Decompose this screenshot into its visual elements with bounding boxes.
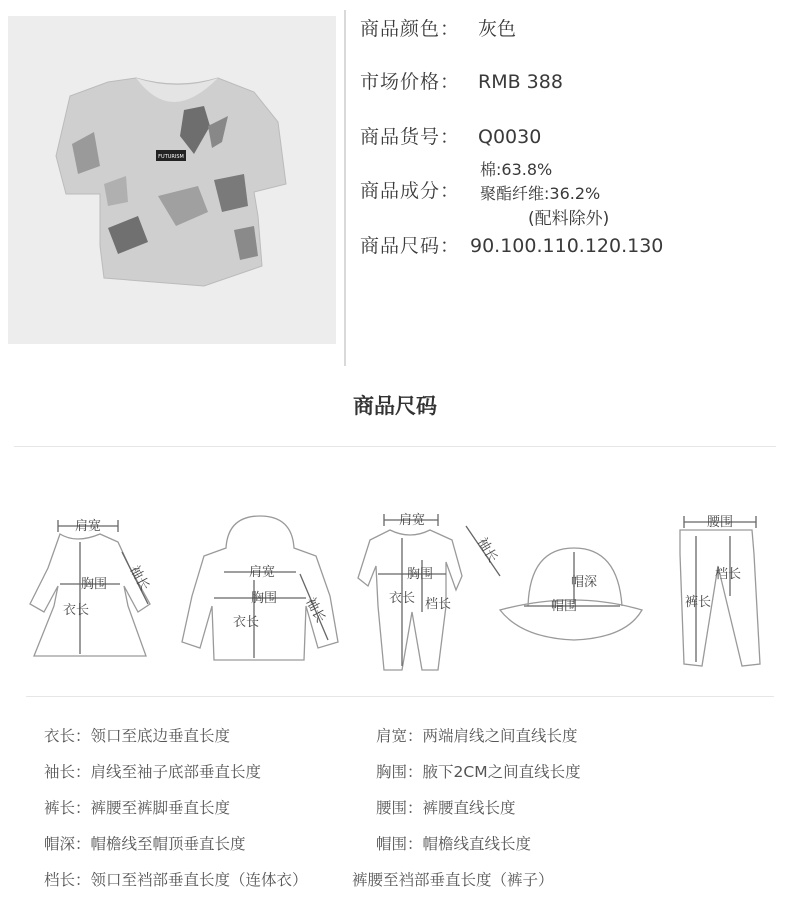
composition-cotton: 棉:63.8%: [480, 160, 553, 179]
definition-hat-depth: [44, 832, 246, 854]
composition-row: [360, 176, 478, 203]
pants-crotch-label: 档长: [714, 567, 742, 582]
dress-shoulder-label: 肩宽: [74, 519, 102, 534]
definition-desc: 肩线至袖子底部垂直长度: [90, 763, 262, 781]
hoodie-length-label: 衣长: [232, 615, 260, 630]
size-row: [360, 231, 663, 258]
definition-term: 胸围：: [376, 763, 423, 781]
pants-length-label: 裤长: [684, 595, 712, 610]
definition-desc: 领口至裆部垂直长度（连体衣）: [90, 871, 308, 889]
definition-sleeve: [44, 760, 261, 782]
price-label: 市场价格：: [360, 71, 461, 93]
romper-sleeve-label: 袖长: [474, 535, 501, 566]
definition-term: 帽围：: [376, 835, 423, 853]
romper-diagram: [358, 513, 501, 670]
sku-label: 商品货号：: [360, 126, 461, 148]
size-section-title: 商品尺码: [353, 394, 437, 418]
vertical-divider: [344, 10, 346, 366]
definition-term: 袖长：: [44, 763, 91, 781]
dress-diagram: [30, 519, 153, 656]
definition-desc: 领口至底边垂直长度: [90, 727, 231, 745]
size-value: 90.100.110.120.130: [470, 235, 664, 257]
price-value: RMB 388: [478, 71, 563, 93]
definition-term: 衣长：: [44, 727, 91, 745]
definition-term: 帽深：: [44, 835, 91, 853]
definition-pants-length: [44, 796, 230, 818]
composition-label: 商品成分：: [360, 180, 461, 202]
color-value: 灰色: [478, 18, 517, 40]
definition-desc: 帽檐线直线长度: [422, 835, 532, 853]
dress-length-label: 衣长: [62, 603, 90, 618]
definition-term: 肩宽：: [376, 727, 423, 745]
romper-crotch-label: 档长: [424, 597, 452, 612]
hoodie-shoulder-label: 肩宽: [248, 565, 276, 580]
product-photo: [8, 16, 336, 344]
dress-chest-label: 胸围: [80, 577, 108, 592]
sku-value: Q0030: [478, 126, 542, 148]
definition-term: 裤长：: [44, 799, 91, 817]
tshirt-illustration: [8, 16, 336, 344]
shirt-tag-text: FUTURISM: [158, 154, 184, 160]
romper-chest-label: 胸围: [406, 567, 434, 582]
hat-depth-label: 帽深: [570, 575, 598, 590]
definition-desc: 裤腰至裤脚垂直长度: [90, 799, 231, 817]
definitions-divider: [26, 696, 774, 697]
hat-diagram: [500, 548, 642, 640]
hoodie-diagram: [182, 516, 338, 660]
definition-length: [44, 724, 230, 746]
definition-desc: 腋下2CM之间直线长度: [422, 763, 581, 781]
definition-desc: 帽檐线至帽顶垂直长度: [90, 835, 246, 853]
hoodie-sleeve-label: 袖长: [302, 595, 328, 626]
hat-circumference-label: 帽围: [550, 599, 578, 614]
composition-polyester: 聚酯纤维:36.2%: [480, 184, 601, 203]
hoodie-chest-label: 胸围: [250, 591, 278, 606]
dress-sleeve-label: 袖长: [126, 563, 152, 594]
color-label: 商品颜色：: [360, 18, 461, 40]
definition-hat-circumference: [376, 832, 531, 854]
definition-desc: 两端肩线之间直线长度: [422, 727, 578, 745]
size-label: 商品尺码：: [360, 235, 461, 257]
romper-length-label: 衣长: [388, 591, 416, 606]
definition-chest: [376, 760, 581, 782]
composition-note: (配料除外): [528, 209, 610, 229]
definition-term: 腰围：: [376, 799, 423, 817]
sku-row: [360, 122, 541, 149]
color-row: [360, 14, 516, 41]
definition-waist: [376, 796, 516, 818]
romper-shoulder-label: 肩宽: [398, 513, 426, 528]
definition-desc: 裤腰直线长度: [422, 799, 516, 817]
pants-waist-label: 腰围: [706, 515, 734, 530]
size-diagrams: [0, 456, 790, 688]
section-divider: [14, 446, 776, 447]
definition-crotch-pants: [352, 868, 554, 890]
definition-term: 档长：: [44, 871, 91, 889]
price-row: [360, 67, 563, 94]
definition-crotch-romper: [44, 868, 308, 890]
definition-shoulder: [376, 724, 578, 746]
definition-desc: 裤腰至裆部垂直长度（裤子）: [352, 871, 554, 889]
pants-diagram: [680, 515, 760, 666]
